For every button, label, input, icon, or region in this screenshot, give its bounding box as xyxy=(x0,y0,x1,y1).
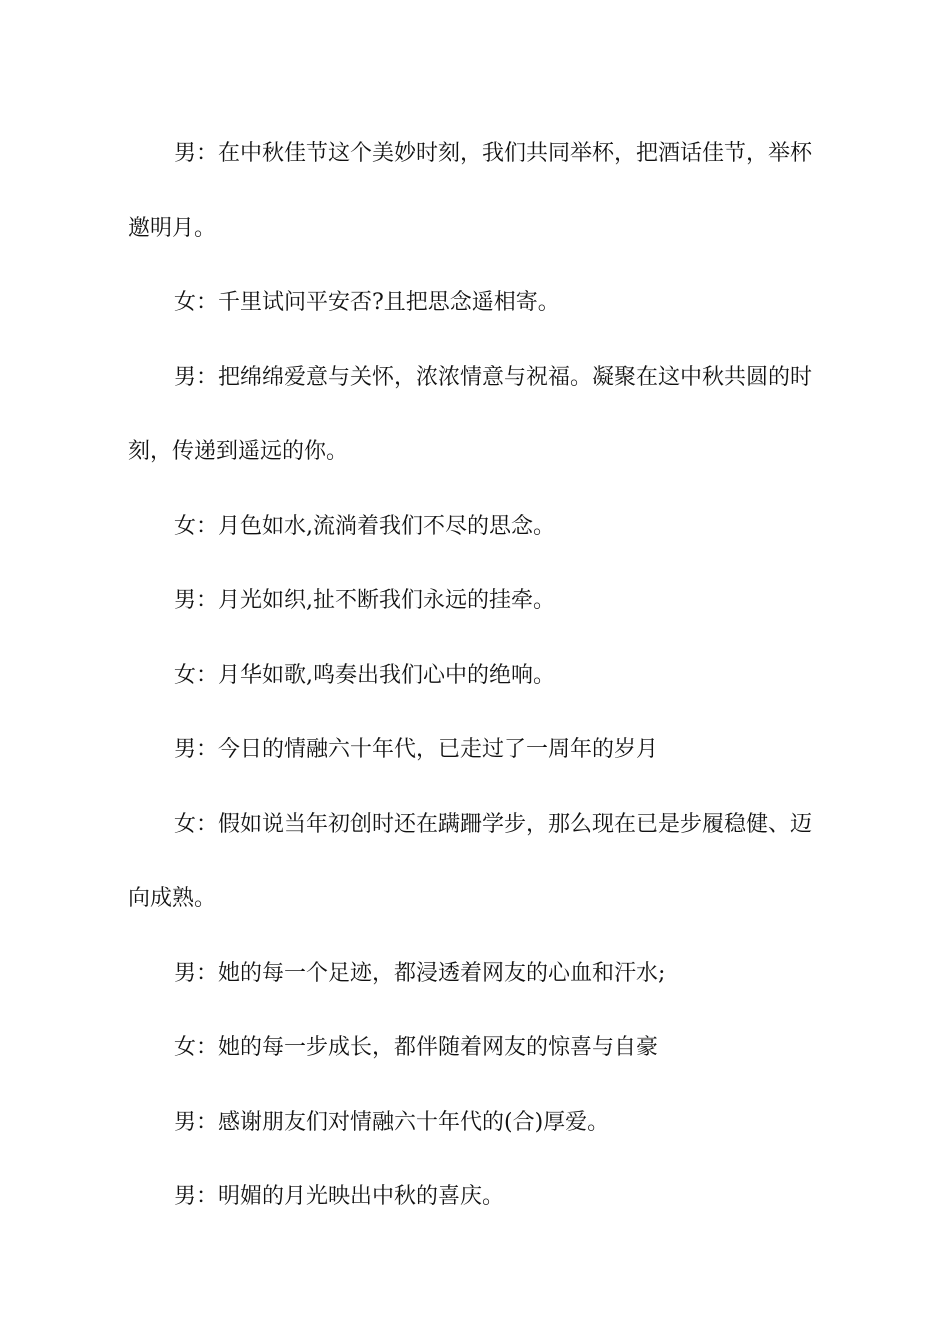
dialogue-paragraph: 男：月光如织,扯不断我们永远的挂牵。 xyxy=(174,588,555,613)
dialogue-paragraph: 男：感谢朋友们对情融六十年代的(合)厚爱。 xyxy=(174,1109,610,1135)
dialogue-paragraph: 女：千里试问平安否?且把思念遥相寄。 xyxy=(174,290,560,315)
dialogue-paragraph: 男：把绵绵爱意与关怀，浓浓情意与祝福。凝聚在这中秋共圆的时刻，传递到遥远的你。 xyxy=(128,364,813,464)
dialogue-paragraph: 女：月色如水,流淌着我们不尽的思念。 xyxy=(174,513,555,539)
document-body xyxy=(128,117,828,1235)
dialogue-paragraph: 男：她的每一个足迹，都浸透着网友的心血和汗水; xyxy=(174,960,666,986)
dialogue-paragraph: 女：她的每一步成长，都伴随着网友的惊喜与自豪 xyxy=(174,1035,659,1060)
dialogue-paragraph: 男：明媚的月光映出中秋的喜庆。 xyxy=(174,1184,505,1209)
dialogue-paragraph: 男：在中秋佳节这个美妙时刻，我们共同举杯，把酒话佳节，举杯邀明月。 xyxy=(128,141,813,241)
dialogue-paragraph: 男：今日的情融六十年代，已走过了一周年的岁月 xyxy=(174,737,659,762)
dialogue-paragraph: 女：月华如歌,鸣奏出我们心中的绝响。 xyxy=(174,662,555,688)
dialogue-paragraph: 女：假如说当年初创时还在蹒跚学步，那么现在已是步履稳健、迈向成熟。 xyxy=(128,811,813,911)
